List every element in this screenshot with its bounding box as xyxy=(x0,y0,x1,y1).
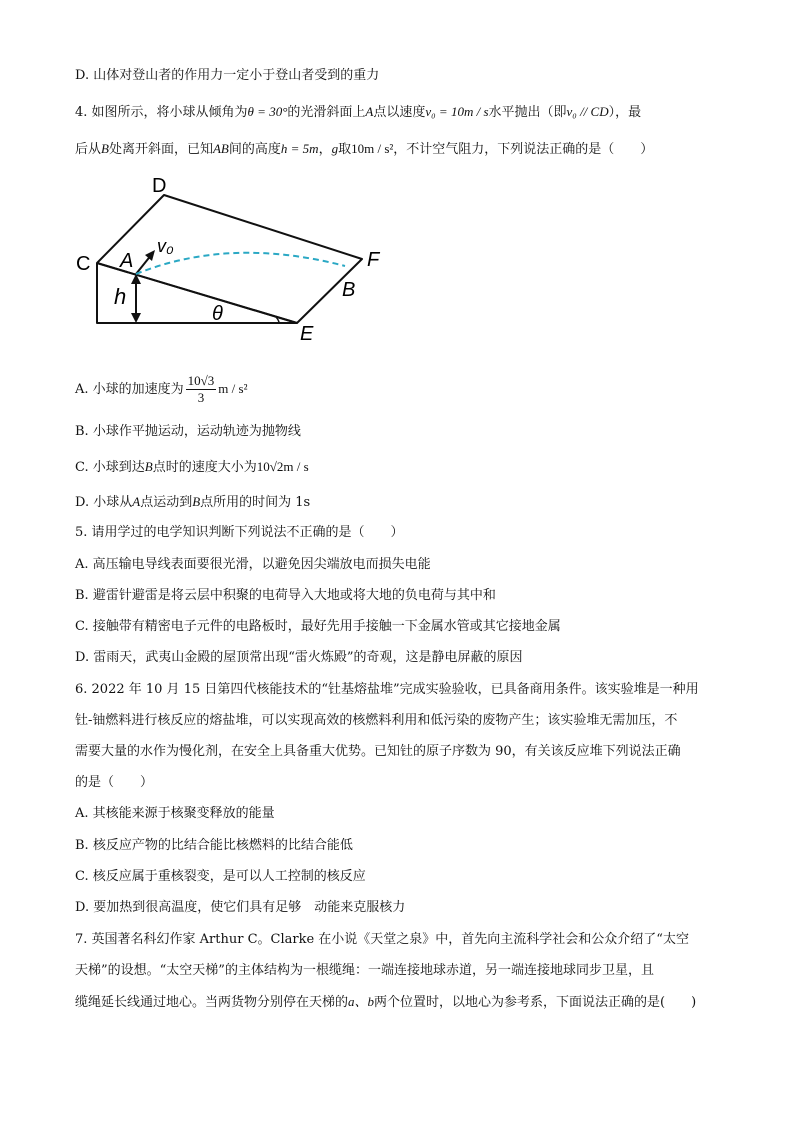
text: 点以速度 xyxy=(373,105,426,120)
q5-option-c: C. 接触带有精密电子元件的电路板时，最好先用手接触一下金属水管或其它接地金属 xyxy=(75,619,561,634)
math-g: g xyxy=(331,141,339,156)
text: 点运动到 xyxy=(140,495,193,510)
text: 取 xyxy=(338,142,352,157)
q5-option-a: A. 高压输电导线表面要很光滑，以避免因尖端放电而损失电能 xyxy=(75,557,431,572)
math-h: h = 5m xyxy=(280,141,319,156)
q4-stem-line1 xyxy=(75,102,724,123)
label-theta: θ xyxy=(212,303,223,325)
math-a: A xyxy=(365,104,374,119)
math-theta: θ = 30° xyxy=(247,104,288,119)
text: ， xyxy=(318,142,332,157)
q6-stem-line3: 需要大量的水作为慢化剂，在安全上具备重大优势。已知钍的原子序数为 90，有关该反应堆下列说法正确 xyxy=(75,744,681,759)
fraction xyxy=(186,373,217,406)
prev-option-d: D. 山体对登山者的作用力一定小于登山者受到的重力 xyxy=(75,68,380,83)
text: C. 小球到达 xyxy=(75,460,145,475)
q4-option-d xyxy=(75,492,724,513)
math-speed: 10√2m / s xyxy=(256,459,309,474)
q6-stem-line4: 的是（ ） xyxy=(75,775,154,790)
incline-slope-edge xyxy=(97,263,297,323)
q6-option-d: D. 要加热到很高温度，使它们具有足够 动能来克服核力 xyxy=(75,900,406,915)
q5-stem: 5. 请用学过的电学知识判断下列说法不正确的是（ ） xyxy=(75,525,404,540)
q5-option-b: B. 避雷针避雷是将云层中积聚的电荷导入大地或将大地的负电荷与其中和 xyxy=(75,588,496,603)
text: D. 小球从 xyxy=(75,495,133,510)
label-C: C xyxy=(76,253,91,275)
unit: m / s² xyxy=(218,381,248,396)
numerator: 10√3 xyxy=(187,373,215,388)
text: 间的高度 xyxy=(228,142,281,157)
label-A: A xyxy=(120,250,134,272)
q7-stem-line1: 7. 英国著名科幻作家 Arthur C。Clarke 在小说《天堂之泉》中，首先向主流科学社会和公众介绍了“太空 xyxy=(75,932,689,947)
math-g-val: 10m / s² xyxy=(351,141,394,156)
q6-option-c: C. 核反应属于重核裂变，是可以人工控制的核反应 xyxy=(75,869,366,884)
text: 水平抛出（即 xyxy=(488,105,567,120)
label-F: F xyxy=(367,249,380,271)
q4-stem-line2 xyxy=(75,139,724,160)
incline-figure xyxy=(70,170,390,345)
label-E: E xyxy=(300,323,314,345)
q6-stem-line1: 6. 2022 年 10 月 15 日第四代核能技术的“钍基熔盐堆”完成实验验收，已具备商用条件。该实验堆是一种用 xyxy=(75,682,699,697)
q6-option-a: A. 其核能来源于核聚变释放的能量 xyxy=(75,806,275,821)
label-D: D xyxy=(152,175,167,197)
label-h: h xyxy=(114,284,127,309)
q4-option-a xyxy=(75,372,724,407)
math-a: A xyxy=(132,494,141,509)
math-v0: v₀ = 10m / s xyxy=(425,104,489,119)
q6-stem-line2: 钍-铀燃料进行核反应的熔盐堆，可以实现高效的核燃料利用和低污染的废物产生；该实验堆无需加压，不 xyxy=(75,713,678,728)
text: 点所用的时间为 1s xyxy=(200,495,311,510)
text: 4. 如图所示，将小球从倾角为 xyxy=(75,105,248,120)
text: ，不计空气阻力，下列说法正确的是（ ） xyxy=(393,142,654,157)
math-ab: a、b xyxy=(348,994,375,1009)
math-v0-cd: v₀ // CD xyxy=(566,104,609,119)
math-b: B xyxy=(144,459,153,474)
q4-option-b: B. 小球作平抛运动，运动轨迹为抛物线 xyxy=(75,424,301,439)
math-b: B xyxy=(192,494,201,509)
math-ab: AB xyxy=(212,141,229,156)
q7-stem-line3 xyxy=(75,992,724,1013)
label-B: B xyxy=(342,279,356,301)
text: 的光滑斜面上 xyxy=(287,105,366,120)
arrow-head-down xyxy=(131,313,141,323)
text: 缆绳延长线通过地心。当两货物分别停在天梯的 xyxy=(75,995,349,1010)
text: 后从 xyxy=(75,142,102,157)
text: 点时的速度大小为 xyxy=(152,460,257,475)
label-v0: v₀ xyxy=(157,236,174,256)
q6-option-b: B. 核反应产物的比结合能比核燃料的比结合能低 xyxy=(75,838,353,853)
math-b: B xyxy=(101,141,109,156)
text: A. 小球的加速度为 xyxy=(75,382,184,397)
q4-option-c xyxy=(75,457,724,478)
q5-option-d: D. 雷雨天，武夷山金殿的屋顶常出现“雷火炼殿”的奇观，这是静电屏蔽的原因 xyxy=(75,650,523,665)
text: ），最 xyxy=(608,105,642,120)
denominator: 3 xyxy=(197,390,205,405)
q7-stem-line2: 天梯”的设想。“太空天梯”的主体结构为一根缆绳：一端连接地球赤道，另一端连接地球同步卫星，且 xyxy=(75,963,654,978)
text: 处离开斜面，已知 xyxy=(108,142,213,157)
text: 两个位置时，以地心为参考系，下面说法正确的是( ) xyxy=(374,995,697,1010)
